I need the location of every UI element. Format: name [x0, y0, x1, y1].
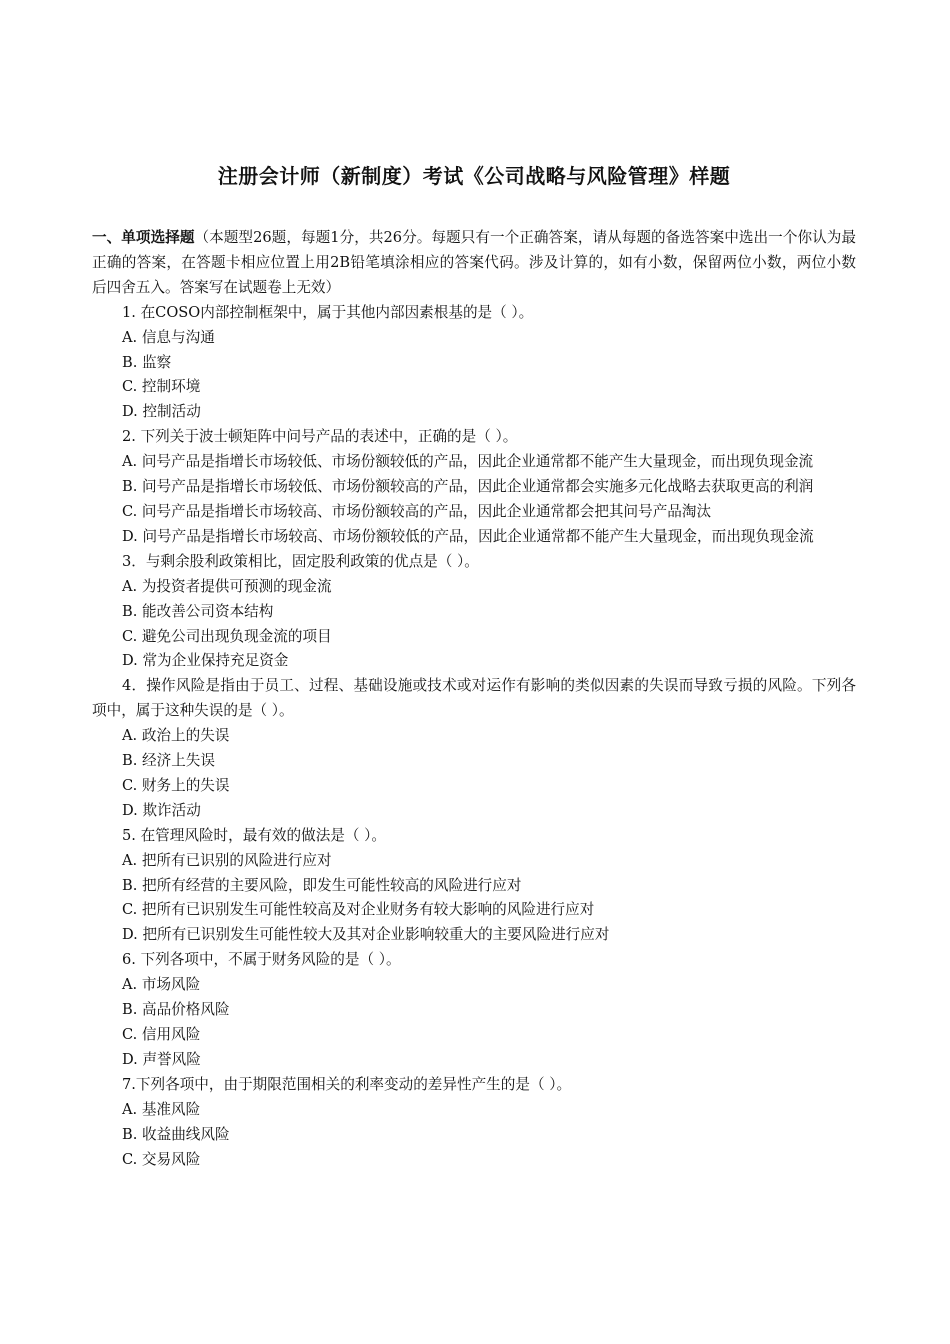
- option-a: A. 信息与沟通: [122, 328, 215, 346]
- question-stem: 2. 下列关于波士顿矩阵中问号产品的表述中，正确的是（ ）。: [122, 428, 518, 446]
- option-a: A. 为投资者提供可预测的现金流: [122, 577, 332, 595]
- question-stem: 6. 下列各项中，不属于财务风险的是（ ）。: [122, 951, 401, 969]
- option-c: C. 控制环境: [122, 378, 201, 396]
- question-3: [92, 550, 856, 675]
- section-heading: 一、单项选择题: [92, 229, 195, 246]
- option-b: B. 能改善公司资本结构: [122, 602, 274, 620]
- option-a: A. 政治上的失误: [122, 727, 230, 745]
- question-2: [92, 425, 856, 550]
- question-1: [92, 301, 856, 426]
- question-4: [92, 674, 856, 823]
- option-a: A. 基准风险: [122, 1100, 201, 1118]
- document-title: 注册会计师（新制度）考试《公司战略与风险管理》样题: [217, 164, 731, 188]
- question-7: [92, 1073, 856, 1173]
- option-c: C. 信用风险: [122, 1026, 201, 1043]
- question-6: [92, 948, 856, 1073]
- document-content: [92, 226, 856, 1172]
- question-stem: 3．与剩余股利政策相比，固定股利政策的优点是（ ）。: [122, 552, 479, 570]
- question-stem: 4．操作风险是指由于员工、过程、基础设施或技术或对运作有影响的类似因素的失误而导致亏损的风险。下列各项中，属于这种失误的是（ ）。: [92, 677, 856, 720]
- option-a: A. 把所有已识别的风险进行应对: [122, 851, 332, 869]
- option-c: C. 财务上的失误: [122, 776, 230, 794]
- question-stem: 7.下列各项中，由于期限范围相关的利率变动的差异性产生的是（ ）。: [122, 1075, 572, 1093]
- option-b: B. 高品价格风险: [122, 1001, 230, 1019]
- option-d: D. 欺诈活动: [122, 801, 201, 819]
- option-b: B. 收益曲线风险: [122, 1125, 230, 1143]
- option-d: D. 问号产品是指增长市场较高、市场份额较低的产品，因此企业通常都不能产生大量现金，而出现负现金流: [122, 527, 814, 545]
- section-intro: [92, 226, 856, 301]
- option-a: A. 市场风险: [122, 976, 201, 994]
- option-c: C. 交易风险: [122, 1150, 201, 1168]
- option-d: D. 声誉风险: [122, 1050, 201, 1068]
- option-d: D. 常为企业保持充足资金: [122, 652, 289, 670]
- option-c: C. 问号产品是指增长市场较高、市场份额较高的产品，因此企业通常都会把其问号产品淘汰: [122, 502, 712, 520]
- question-5: [92, 824, 856, 949]
- option-c: C. 把所有已识别发生可能性较高及对企业财务有较大影响的风险进行应对: [122, 901, 595, 919]
- option-c: C. 避免公司出现负现金流的项目: [122, 627, 332, 645]
- section-instructions: （本题型26题，每题1分，共26分。每题只有一个正确答案，请从每题的备选答案中选出一个你认为最正确的答案，在答题卡相应位置上用2B铅笔填涂相应的答案代码。涉及计算的，如有小数，保留两位小数，两位小数后四舍五入。答案写在试题卷上无效）: [92, 229, 856, 296]
- option-b: B. 经济上失误: [122, 752, 215, 770]
- option-a: A. 问号产品是指增长市场较低、市场份额较低的产品，因此企业通常都不能产生大量现金，而出现负现金流: [122, 453, 814, 471]
- option-b: B. 把所有经营的主要风险，即发生可能性较高的风险进行应对: [122, 876, 522, 894]
- question-stem: 5. 在管理风险时，最有效的做法是（ ）。: [122, 826, 386, 844]
- question-stem: 1. 在COSO内部控制框架中，属于其他内部因素根基的是（ ）。: [122, 303, 534, 321]
- option-b: B. 监察: [122, 353, 172, 371]
- option-d: D. 把所有已识别发生可能性较大及其对企业影响较重大的主要风险进行应对: [122, 926, 610, 944]
- option-d: D. 控制活动: [122, 403, 201, 421]
- option-b: B. 问号产品是指增长市场较低、市场份额较高的产品，因此企业通常都会实施多元化战略去获取更高的利润: [122, 478, 814, 496]
